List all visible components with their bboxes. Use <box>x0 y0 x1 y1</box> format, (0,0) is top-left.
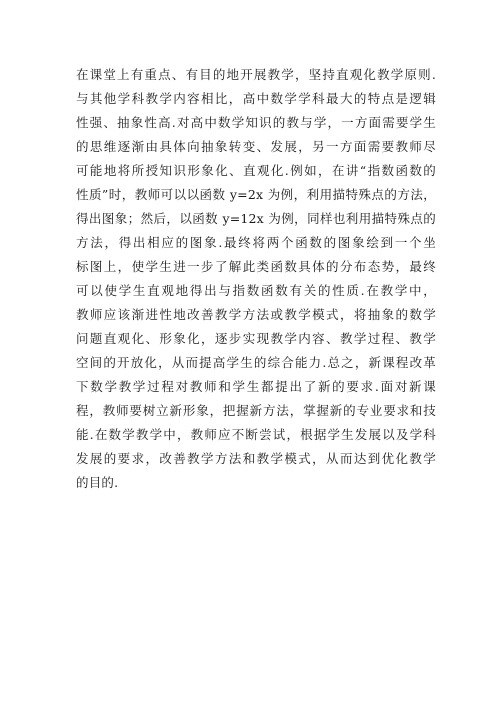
paragraph-line: 下数学教学过程对教师和学生都提出了新的要求.面对新课 <box>76 379 436 394</box>
paragraph-line: 得出图象；然后，以函数 y=12x 为例，同样也利用描特殊点的 <box>76 211 436 226</box>
paragraph-line: 发展的要求，改善教学方法和教学模式，从而达到优化教学 <box>76 451 436 466</box>
paragraph-line: 在课堂上有重点、有目的地开展教学，坚持直观化教学原则. <box>76 67 436 82</box>
paragraph-line: 可以使学生直观地得出与指数函数有关的性质.在教学中， <box>76 283 436 298</box>
paragraph-line: 的目的. <box>76 475 119 490</box>
paragraph-line: 标图上，使学生进一步了解此类函数具体的分布态势，最终 <box>76 259 436 274</box>
paragraph-line: 程，教师要树立新形象，把握新方法，掌握新的专业要求和技 <box>76 403 436 418</box>
paragraph-line: 问题直观化、形象化，逐步实现教学内容、教学过程、教学 <box>76 331 436 346</box>
paragraph-line: 可能地将所授知识形象化、直观化.例如，在讲“指数函数的 <box>76 163 436 178</box>
paragraph-line: 与其他学科教学内容相比，高中数学学科最大的特点是逻辑 <box>76 91 436 106</box>
paragraph-line: 性强、抽象性高.对高中数学知识的教与学，一方面需要学生 <box>76 115 436 130</box>
paragraph-line: 的思维逐渐由具体向抽象转变、发展，另一方面需要教师尽 <box>76 139 436 154</box>
paragraph-line: 教师应该渐进性地改善教学方法或教学模式，将抽象的数学 <box>76 307 436 322</box>
paragraph-line: 性质”时，教师可以以函数 y=2x 为例，利用描特殊点的方法， <box>76 187 436 202</box>
paragraph-line: 方法，得出相应的图象.最终将两个函数的图象绘到一个坐 <box>76 235 436 250</box>
paragraph-line: 能.在数学教学中，教师应不断尝试，根据学生发展以及学科 <box>76 427 436 442</box>
paragraph-line: 空间的开放化，从而提高学生的综合能力.总之，新课程改革 <box>76 355 436 370</box>
body-paragraph <box>76 63 436 495</box>
